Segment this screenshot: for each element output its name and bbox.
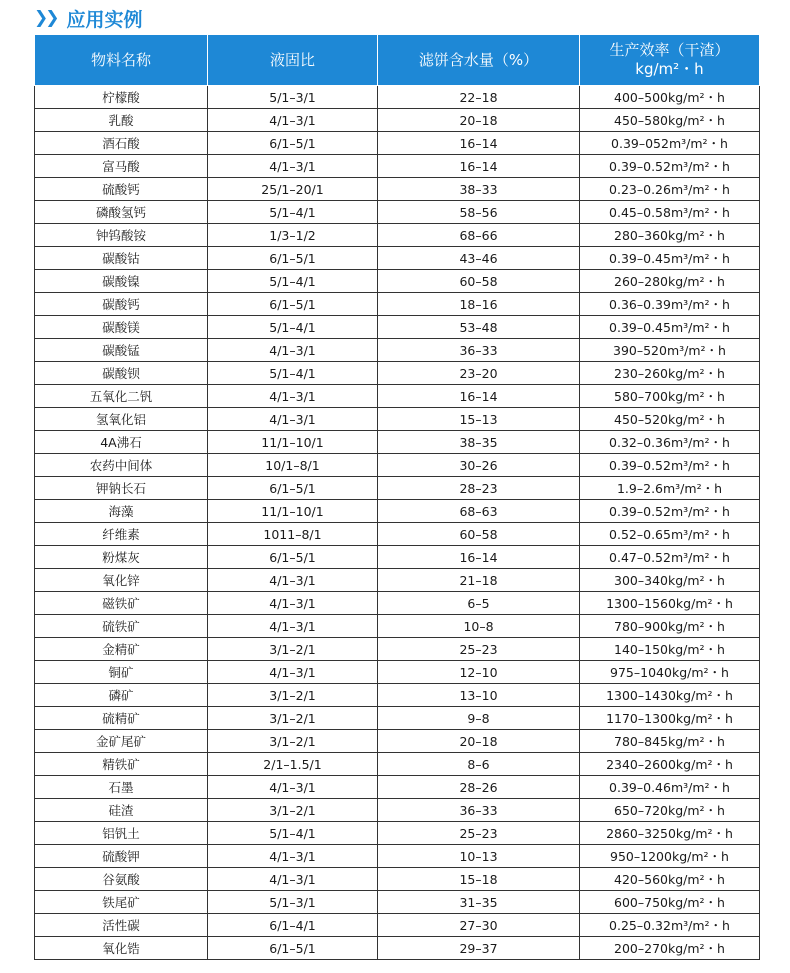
table-row bbox=[35, 845, 760, 868]
cell-material-name: 铁尾矿 bbox=[35, 891, 208, 914]
table-row bbox=[35, 868, 760, 891]
cell-production-efficiency: 450–520kg/m²・h bbox=[580, 408, 760, 431]
cell-production-efficiency: 2340–2600kg/m²・h bbox=[580, 753, 760, 776]
cell-cake-moisture: 53–48 bbox=[378, 316, 580, 339]
cell-cake-moisture: 28–23 bbox=[378, 477, 580, 500]
cell-cake-moisture: 15–18 bbox=[378, 868, 580, 891]
cell-liquid-solid-ratio: 3/1–2/1 bbox=[208, 684, 378, 707]
cell-liquid-solid-ratio: 3/1–2/1 bbox=[208, 730, 378, 753]
cell-production-efficiency: 0.23–0.26m³/m²・h bbox=[580, 178, 760, 201]
cell-cake-moisture: 22–18 bbox=[378, 86, 580, 109]
cell-production-efficiency: 0.39–0.52m³/m²・h bbox=[580, 500, 760, 523]
cell-material-name: 海藻 bbox=[35, 500, 208, 523]
cell-cake-moisture: 6–5 bbox=[378, 592, 580, 615]
cell-liquid-solid-ratio: 5/1–4/1 bbox=[208, 316, 378, 339]
cell-production-efficiency: 0.39–052m³/m²・h bbox=[580, 132, 760, 155]
table-row bbox=[35, 316, 760, 339]
cell-liquid-solid-ratio: 5/1–3/1 bbox=[208, 86, 378, 109]
cell-production-efficiency: 1.9–2.6m³/m²・h bbox=[580, 477, 760, 500]
cell-production-efficiency: 0.39–0.52m³/m²・h bbox=[580, 454, 760, 477]
cell-material-name: 纤维素 bbox=[35, 523, 208, 546]
cell-production-efficiency: 0.47–0.52m³/m²・h bbox=[580, 546, 760, 569]
cell-liquid-solid-ratio: 6/1–5/1 bbox=[208, 477, 378, 500]
table-row bbox=[35, 937, 760, 960]
cell-material-name: 铝钒土 bbox=[35, 822, 208, 845]
cell-cake-moisture: 16–14 bbox=[378, 155, 580, 178]
table-row bbox=[35, 730, 760, 753]
cell-material-name: 氧化锌 bbox=[35, 569, 208, 592]
cell-cake-moisture: 36–33 bbox=[378, 339, 580, 362]
header-liquid-solid-ratio: 液固比 bbox=[208, 35, 378, 86]
cell-liquid-solid-ratio: 25/1–20/1 bbox=[208, 178, 378, 201]
section-title: 应用实例 bbox=[66, 8, 143, 31]
table-row bbox=[35, 86, 760, 109]
cell-liquid-solid-ratio: 6/1–5/1 bbox=[208, 293, 378, 316]
cell-production-efficiency: 0.39–0.46m³/m²・h bbox=[580, 776, 760, 799]
table-row bbox=[35, 546, 760, 569]
cell-cake-moisture: 25–23 bbox=[378, 822, 580, 845]
cell-material-name: 富马酸 bbox=[35, 155, 208, 178]
cell-liquid-solid-ratio: 4/1–3/1 bbox=[208, 109, 378, 132]
cell-material-name: 磷矿 bbox=[35, 684, 208, 707]
cell-production-efficiency: 975–1040kg/m²・h bbox=[580, 661, 760, 684]
table-row bbox=[35, 615, 760, 638]
cell-material-name: 碳酸镍 bbox=[35, 270, 208, 293]
cell-cake-moisture: 20–18 bbox=[378, 730, 580, 753]
header-material-name: 物料名称 bbox=[35, 35, 208, 86]
cell-cake-moisture: 25–23 bbox=[378, 638, 580, 661]
cell-material-name: 氢氧化铝 bbox=[35, 408, 208, 431]
cell-production-efficiency: 0.25–0.32m³/m²・h bbox=[580, 914, 760, 937]
cell-production-efficiency: 0.45–0.58m³/m²・h bbox=[580, 201, 760, 224]
cell-liquid-solid-ratio: 4/1–3/1 bbox=[208, 569, 378, 592]
cell-production-efficiency: 780–845kg/m²・h bbox=[580, 730, 760, 753]
cell-cake-moisture: 8–6 bbox=[378, 753, 580, 776]
cell-production-efficiency: 0.39–0.45m³/m²・h bbox=[580, 316, 760, 339]
cell-cake-moisture: 30–26 bbox=[378, 454, 580, 477]
cell-material-name: 酒石酸 bbox=[35, 132, 208, 155]
table-row bbox=[35, 684, 760, 707]
table-row bbox=[35, 753, 760, 776]
cell-liquid-solid-ratio: 4/1–3/1 bbox=[208, 592, 378, 615]
cell-liquid-solid-ratio: 6/1–5/1 bbox=[208, 937, 378, 960]
cell-cake-moisture: 18–16 bbox=[378, 293, 580, 316]
cell-liquid-solid-ratio: 5/1–4/1 bbox=[208, 822, 378, 845]
cell-liquid-solid-ratio: 3/1–2/1 bbox=[208, 638, 378, 661]
double-chevron-right-icon: ❯❯ bbox=[34, 8, 57, 28]
cell-material-name: 五氧化二钒 bbox=[35, 385, 208, 408]
cell-material-name: 柠檬酸 bbox=[35, 86, 208, 109]
table-row bbox=[35, 822, 760, 845]
cell-liquid-solid-ratio: 6/1–4/1 bbox=[208, 914, 378, 937]
table-row bbox=[35, 500, 760, 523]
table-row bbox=[35, 155, 760, 178]
cell-production-efficiency: 580–700kg/m²・h bbox=[580, 385, 760, 408]
cell-liquid-solid-ratio: 11/1–10/1 bbox=[208, 500, 378, 523]
cell-production-efficiency: 1300–1560kg/m²・h bbox=[580, 592, 760, 615]
cell-cake-moisture: 60–58 bbox=[378, 270, 580, 293]
header-efficiency-line1: 生产效率（干渣） bbox=[609, 41, 730, 59]
cell-liquid-solid-ratio: 5/1–4/1 bbox=[208, 270, 378, 293]
cell-liquid-solid-ratio: 4/1–3/1 bbox=[208, 385, 378, 408]
table-row bbox=[35, 385, 760, 408]
table-row bbox=[35, 638, 760, 661]
cell-cake-moisture: 9–8 bbox=[378, 707, 580, 730]
cell-material-name: 金矿尾矿 bbox=[35, 730, 208, 753]
cell-material-name: 活性碳 bbox=[35, 914, 208, 937]
cell-cake-moisture: 16–14 bbox=[378, 132, 580, 155]
table-row bbox=[35, 408, 760, 431]
cell-cake-moisture: 13–10 bbox=[378, 684, 580, 707]
table-row bbox=[35, 293, 760, 316]
cell-liquid-solid-ratio: 4/1–3/1 bbox=[208, 615, 378, 638]
table-row bbox=[35, 661, 760, 684]
cell-cake-moisture: 23–20 bbox=[378, 362, 580, 385]
table-row bbox=[35, 569, 760, 592]
cell-production-efficiency: 0.52–0.65m³/m²・h bbox=[580, 523, 760, 546]
cell-cake-moisture: 21–18 bbox=[378, 569, 580, 592]
cell-material-name: 精铁矿 bbox=[35, 753, 208, 776]
cell-cake-moisture: 15–13 bbox=[378, 408, 580, 431]
cell-production-efficiency: 2860–3250kg/m²・h bbox=[580, 822, 760, 845]
cell-liquid-solid-ratio: 4/1–3/1 bbox=[208, 408, 378, 431]
cell-material-name: 硫精矿 bbox=[35, 707, 208, 730]
cell-production-efficiency: 200–270kg/m²・h bbox=[580, 937, 760, 960]
table-body bbox=[35, 86, 760, 960]
cell-liquid-solid-ratio: 6/1–5/1 bbox=[208, 546, 378, 569]
cell-production-efficiency: 450–580kg/m²・h bbox=[580, 109, 760, 132]
cell-cake-moisture: 29–37 bbox=[378, 937, 580, 960]
cell-production-efficiency: 140–150kg/m²・h bbox=[580, 638, 760, 661]
cell-liquid-solid-ratio: 1/3–1/2 bbox=[208, 224, 378, 247]
table-row bbox=[35, 707, 760, 730]
cell-material-name: 铜矿 bbox=[35, 661, 208, 684]
cell-cake-moisture: 43–46 bbox=[378, 247, 580, 270]
cell-production-efficiency: 1300–1430kg/m²・h bbox=[580, 684, 760, 707]
cell-material-name: 硅渣 bbox=[35, 799, 208, 822]
cell-material-name: 硫酸钾 bbox=[35, 845, 208, 868]
cell-cake-moisture: 10–13 bbox=[378, 845, 580, 868]
cell-material-name: 钟钨酸铵 bbox=[35, 224, 208, 247]
cell-cake-moisture: 12–10 bbox=[378, 661, 580, 684]
cell-liquid-solid-ratio: 6/1–5/1 bbox=[208, 132, 378, 155]
cell-material-name: 钾钠长石 bbox=[35, 477, 208, 500]
cell-liquid-solid-ratio: 4/1–3/1 bbox=[208, 661, 378, 684]
cell-cake-moisture: 20–18 bbox=[378, 109, 580, 132]
table-row bbox=[35, 201, 760, 224]
cell-material-name: 碳酸钡 bbox=[35, 362, 208, 385]
cell-production-efficiency: 300–340kg/m²・h bbox=[580, 569, 760, 592]
cell-material-name: 谷氨酸 bbox=[35, 868, 208, 891]
cell-cake-moisture: 58–56 bbox=[378, 201, 580, 224]
cell-material-name: 硫酸钙 bbox=[35, 178, 208, 201]
cell-material-name: 碳酸锰 bbox=[35, 339, 208, 362]
cell-liquid-solid-ratio: 5/1–3/1 bbox=[208, 891, 378, 914]
cell-production-efficiency: 0.36–0.39m³/m²・h bbox=[580, 293, 760, 316]
cell-liquid-solid-ratio: 4/1–3/1 bbox=[208, 155, 378, 178]
cell-material-name: 磷酸氢钙 bbox=[35, 201, 208, 224]
cell-cake-moisture: 31–35 bbox=[378, 891, 580, 914]
cell-production-efficiency: 280–360kg/m²・h bbox=[580, 224, 760, 247]
table-row bbox=[35, 431, 760, 454]
cell-cake-moisture: 10–8 bbox=[378, 615, 580, 638]
table-row bbox=[35, 454, 760, 477]
table-header-row bbox=[35, 35, 760, 86]
cell-production-efficiency: 260–280kg/m²・h bbox=[580, 270, 760, 293]
table-row bbox=[35, 270, 760, 293]
cell-liquid-solid-ratio: 4/1–3/1 bbox=[208, 776, 378, 799]
cell-production-efficiency: 0.39–0.45m³/m²・h bbox=[580, 247, 760, 270]
cell-material-name: 碳酸钙 bbox=[35, 293, 208, 316]
cell-liquid-solid-ratio: 3/1–2/1 bbox=[208, 707, 378, 730]
table-row bbox=[35, 132, 760, 155]
cell-material-name: 硫铁矿 bbox=[35, 615, 208, 638]
header-cake-moisture: 滤饼含水量（%） bbox=[378, 35, 580, 86]
cell-cake-moisture: 68–63 bbox=[378, 500, 580, 523]
cell-cake-moisture: 38–33 bbox=[378, 178, 580, 201]
cell-material-name: 乳酸 bbox=[35, 109, 208, 132]
header-production-efficiency bbox=[580, 35, 760, 86]
table-row bbox=[35, 914, 760, 937]
table-row bbox=[35, 523, 760, 546]
table-row bbox=[35, 362, 760, 385]
cell-production-efficiency: 650–720kg/m²・h bbox=[580, 799, 760, 822]
cell-production-efficiency: 0.39–0.52m³/m²・h bbox=[580, 155, 760, 178]
cell-liquid-solid-ratio: 6/1–5/1 bbox=[208, 247, 378, 270]
table-row bbox=[35, 799, 760, 822]
cell-production-efficiency: 950–1200kg/m²・h bbox=[580, 845, 760, 868]
header-efficiency-unit: kg/m²・h bbox=[635, 60, 704, 78]
cell-material-name: 4A沸石 bbox=[35, 431, 208, 454]
table-row bbox=[35, 109, 760, 132]
cell-cake-moisture: 16–14 bbox=[378, 546, 580, 569]
cell-material-name: 金精矿 bbox=[35, 638, 208, 661]
cell-material-name: 碳酸钴 bbox=[35, 247, 208, 270]
cell-cake-moisture: 28–26 bbox=[378, 776, 580, 799]
cell-material-name: 磁铁矿 bbox=[35, 592, 208, 615]
cell-cake-moisture: 16–14 bbox=[378, 385, 580, 408]
cell-production-efficiency: 400–500kg/m²・h bbox=[580, 86, 760, 109]
table-row bbox=[35, 178, 760, 201]
cell-material-name: 粉煤灰 bbox=[35, 546, 208, 569]
cell-liquid-solid-ratio: 4/1–3/1 bbox=[208, 868, 378, 891]
table-row bbox=[35, 247, 760, 270]
application-table bbox=[34, 34, 760, 960]
table-row bbox=[35, 592, 760, 615]
cell-material-name: 农药中间体 bbox=[35, 454, 208, 477]
cell-production-efficiency: 230–260kg/m²・h bbox=[580, 362, 760, 385]
cell-liquid-solid-ratio: 1011–8/1 bbox=[208, 523, 378, 546]
cell-production-efficiency: 600–750kg/m²・h bbox=[580, 891, 760, 914]
cell-liquid-solid-ratio: 10/1–8/1 bbox=[208, 454, 378, 477]
cell-production-efficiency: 0.32–0.36m³/m²・h bbox=[580, 431, 760, 454]
cell-liquid-solid-ratio: 3/1–2/1 bbox=[208, 799, 378, 822]
table-row bbox=[35, 339, 760, 362]
cell-production-efficiency: 420–560kg/m²・h bbox=[580, 868, 760, 891]
table-row bbox=[35, 776, 760, 799]
cell-liquid-solid-ratio: 5/1–4/1 bbox=[208, 362, 378, 385]
cell-liquid-solid-ratio: 2/1–1.5/1 bbox=[208, 753, 378, 776]
section-header bbox=[34, 4, 143, 32]
cell-liquid-solid-ratio: 5/1–4/1 bbox=[208, 201, 378, 224]
cell-material-name: 石墨 bbox=[35, 776, 208, 799]
cell-production-efficiency: 1170–1300kg/m²・h bbox=[580, 707, 760, 730]
cell-cake-moisture: 38–35 bbox=[378, 431, 580, 454]
cell-cake-moisture: 68–66 bbox=[378, 224, 580, 247]
table-row bbox=[35, 477, 760, 500]
cell-liquid-solid-ratio: 11/1–10/1 bbox=[208, 431, 378, 454]
cell-material-name: 碳酸镁 bbox=[35, 316, 208, 339]
cell-cake-moisture: 36–33 bbox=[378, 799, 580, 822]
cell-cake-moisture: 27–30 bbox=[378, 914, 580, 937]
cell-cake-moisture: 60–58 bbox=[378, 523, 580, 546]
cell-liquid-solid-ratio: 4/1–3/1 bbox=[208, 339, 378, 362]
cell-material-name: 氧化锆 bbox=[35, 937, 208, 960]
cell-liquid-solid-ratio: 4/1–3/1 bbox=[208, 845, 378, 868]
table-row bbox=[35, 891, 760, 914]
table-row bbox=[35, 224, 760, 247]
cell-production-efficiency: 780–900kg/m²・h bbox=[580, 615, 760, 638]
cell-production-efficiency: 390–520m³/m²・h bbox=[580, 339, 760, 362]
